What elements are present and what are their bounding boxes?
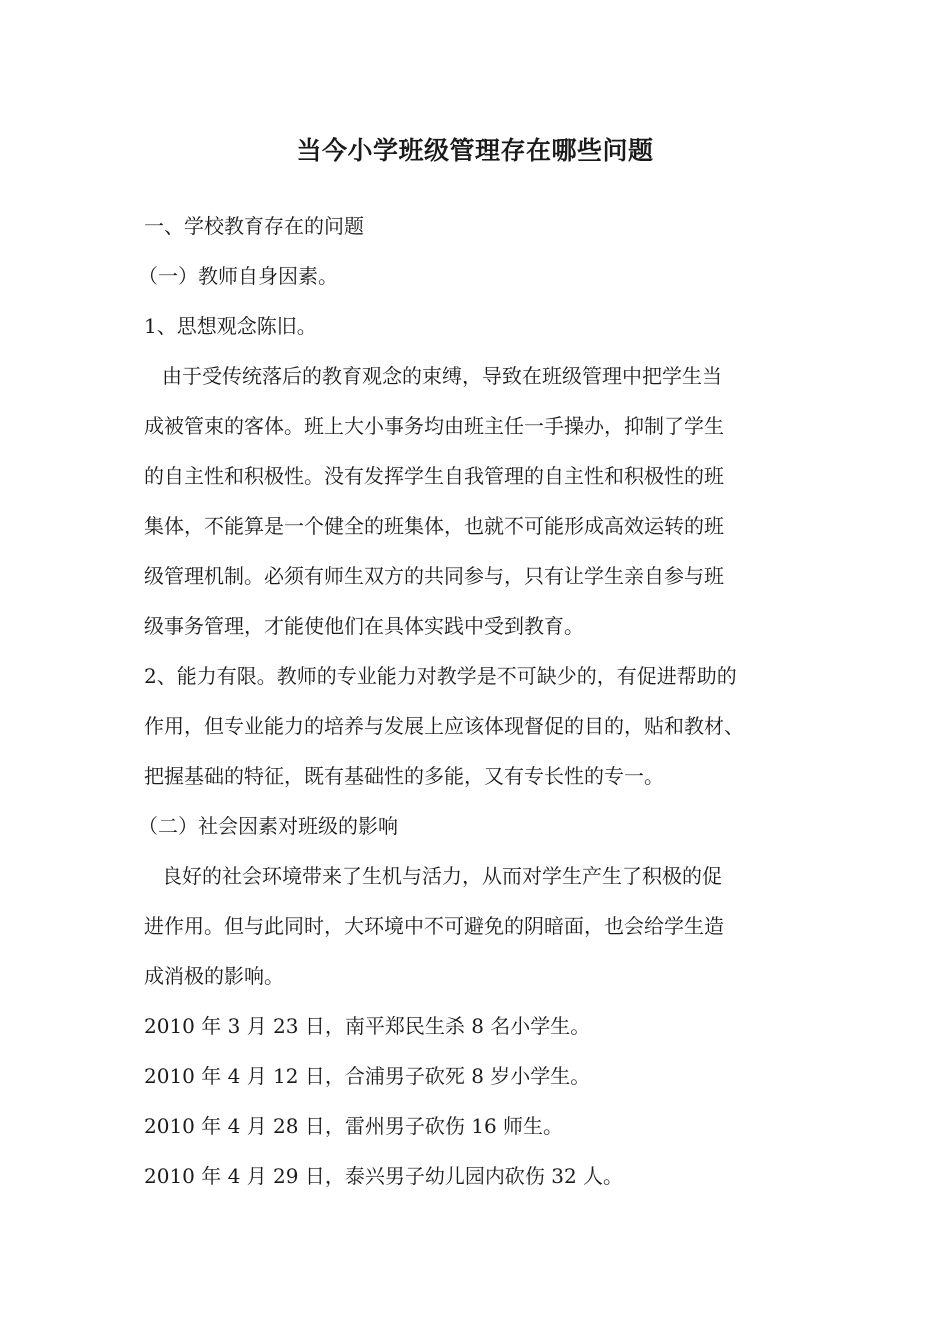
event-line: 2010 年 4 月 29 日，泰兴男子幼儿园内砍伤 32 人。: [144, 1164, 624, 1188]
paragraph-line: 作用，但专业能力的培养与发展上应该体现督促的目的，贴和教材、: [144, 714, 744, 738]
paragraph-line: 良好的社会环境带来了生机与活力，从而对学生产生了积极的促: [162, 864, 722, 888]
subsection-heading: （一）教师自身因素。: [138, 264, 338, 288]
paragraph-line: 级事务管理，才能使他们在具体实践中受到教育。: [144, 614, 584, 638]
subsection-heading: （二）社会因素对班级的影响: [138, 814, 398, 838]
paragraph-line: 集体，不能算是一个健全的班集体，也就不可能形成高效运转的班: [144, 514, 724, 538]
document-body: [138, 208, 824, 1208]
paragraph-line: 级管理机制。必须有师生双方的共同参与，只有让学生亲自参与班: [144, 564, 724, 588]
event-line: 2010 年 3 月 23 日，南平郑民生杀 8 名小学生。: [144, 1014, 591, 1038]
section-heading: 一、学校教育存在的问题: [144, 214, 364, 238]
point-heading: 1、思想观念陈旧。: [144, 314, 317, 338]
document-title: 当今小学班级管理存在哪些问题: [296, 136, 654, 165]
paragraph-line: 的自主性和积极性。没有发挥学生自我管理的自主性和积极性的班: [144, 464, 724, 488]
paragraph-line: 把握基础的特征，既有基础性的多能，又有专长性的专一。: [144, 764, 664, 788]
paragraph-line: 成被管束的客体。班上大小事务均由班主任一手操办，抑制了学生: [144, 414, 724, 438]
event-line: 2010 年 4 月 28 日，雷州男子砍伤 16 师生。: [144, 1114, 564, 1138]
event-line: 2010 年 4 月 12 日，合浦男子砍死 8 岁小学生。: [144, 1064, 591, 1088]
paragraph-line: 进作用。但与此同时，大环境中不可避免的阴暗面，也会给学生造: [144, 914, 724, 938]
paragraph-line: 由于受传统落后的教育观念的束缚，导致在班级管理中把学生当: [162, 364, 722, 388]
paragraph-line: 2、能力有限。教师的专业能力对教学是不可缺少的，有促进帮助的: [144, 664, 737, 688]
paragraph-line: 成消极的影响。: [144, 964, 284, 988]
